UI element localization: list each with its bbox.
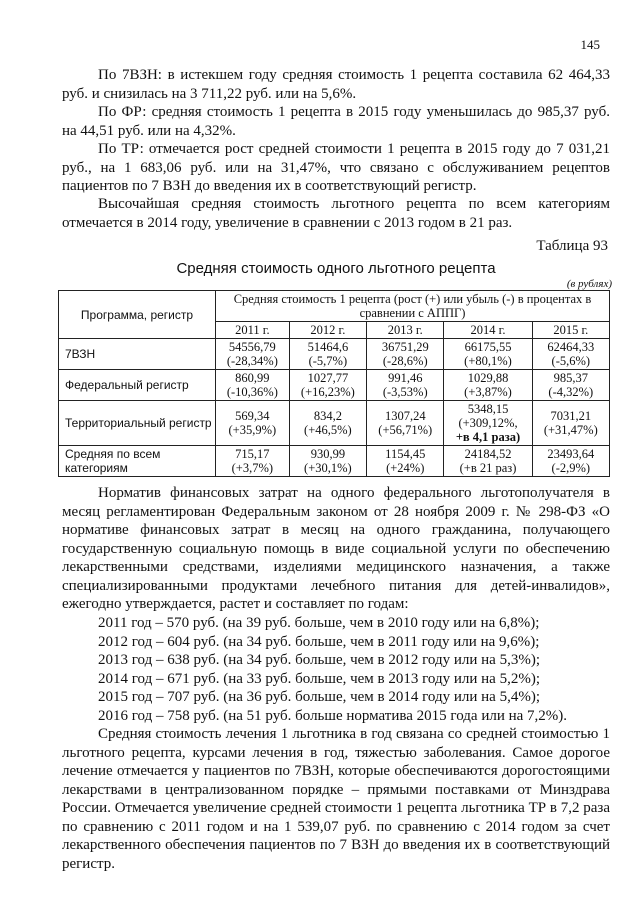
paragraph-tr: По ТР: отмечается рост средней стоимости 1 рецепта в 2015 году до 7 031,21 руб., на 1 683,06 руб. или на 31,47%, что связано с обслуживанием рецептов пациентов по 7 ВЗН до введения их в соответствующий регистр.	[62, 141, 610, 194]
table-cell: 834,2 (+46,5%)	[289, 401, 366, 446]
table-cell: 1307,24 (+56,71%)	[367, 401, 444, 446]
table-cell: 51464,6 (-5,7%)	[289, 339, 366, 370]
list-item: 2015 год – 707 руб. (на 36 руб. больше, чем в 2014 году или на 5,4%);	[98, 689, 540, 705]
table-label: Таблица 93	[536, 238, 608, 254]
column-header-group: Средняя стоимость 1 рецепта (рост (+) или убыль (-) в процентах в сравнении с АППГ)	[216, 291, 610, 322]
table-row	[59, 339, 610, 370]
table-cell: 36751,29 (-28,6%)	[367, 339, 444, 370]
row-label: 7ВЗН	[59, 339, 216, 370]
table-cell: 569,34 (+35,9%)	[216, 401, 290, 446]
table-cell: 930,99 (+30,1%)	[289, 446, 366, 477]
paragraph-7vzn: По 7ВЗН: в истекшем году средняя стоимость 1 рецепта составила 62 464,33 руб. и снизилась на 3 711,22 руб. или на 5,6%.	[62, 67, 610, 102]
table-cell: 5348,15 (+309,12%, +в 4,1 раза)	[444, 401, 532, 446]
table-cell: 1029,88 (+3,87%)	[444, 370, 532, 401]
column-header-program: Программа, регистр	[59, 291, 216, 339]
paragraph-highest: Высочайшая средняя стоимость льготного рецепта по всем категориям отмечается в 2014 году, увеличение в сравнении с 2013 годом в 21 раз.	[62, 196, 610, 231]
table-title: Средняя стоимость одного льготного рецепта	[176, 260, 496, 277]
table-cell: 991,46 (-3,53%)	[367, 370, 444, 401]
year-header: 2012 г.	[289, 322, 366, 339]
table-cell: 24184,52 (+в 21 раз)	[444, 446, 532, 477]
row-label: Федеральный регистр	[59, 370, 216, 401]
year-header: 2011 г.	[216, 322, 290, 339]
year-header: 2015 г.	[532, 322, 609, 339]
list-item: 2013 год – 638 руб. (на 34 руб. больше, чем в 2012 году или на 5,3%);	[98, 652, 540, 668]
table-cell: 715,17 (+3,7%)	[216, 446, 290, 477]
list-item: 2012 год – 604 руб. (на 34 руб. больше, чем в 2011 году или на 9,6%);	[98, 633, 540, 650]
table-cell: 1027,77 (+16,23%)	[289, 370, 366, 401]
table-header-row	[59, 291, 610, 322]
year-header: 2013 г.	[367, 322, 444, 339]
list-item: 2011 год – 570 руб. (на 39 руб. больше, чем в 2010 году или на 6,8%);	[98, 615, 540, 631]
row-label: Территориальный регистр	[59, 401, 216, 446]
table-cell: 7031,21 (+31,47%)	[532, 401, 609, 446]
table-cell: 54556,79 (-28,34%)	[216, 339, 290, 370]
page-number: 145	[580, 37, 600, 52]
table-cell: 23493,64 (-2,9%)	[532, 446, 609, 477]
year-header: 2014 г.	[444, 322, 532, 339]
list-item: 2014 год – 671 руб. (на 33 руб. больше, чем в 2013 году или на 5,2%);	[98, 670, 540, 687]
list-item: 2016 год – 758 руб. (на 51 руб. больше норматива 2015 года или на 7,2%).	[98, 707, 568, 724]
table-row	[59, 401, 610, 446]
norm-list	[98, 614, 567, 725]
table-cell: 66175,55 (+80,1%)	[444, 339, 532, 370]
row-label: Средняя по всем категориям	[59, 446, 216, 477]
paragraph-fr: По ФР: средняя стоимость 1 рецепта в 2015 году уменьшилась до 985,37 руб. на 44,51 руб. или на 4,32%.	[62, 104, 610, 139]
table-unit: (в рублях)	[566, 278, 612, 290]
cost-table	[58, 290, 610, 477]
table-row	[59, 446, 610, 477]
paragraph-norm: Норматив финансовых затрат на одного федерального льготополучателя в месяц регламентирован Федеральным законом от 28 ноября 2009 г. № 298-ФЗ «О нормативе финансовых затрат в месяц на одного гражданина, получающего государственную социальную помощь в виде социальной услуги по обеспечению лекарственными средствами, изделиями медицинского назначения, а также специализированными продуктами лечебного питания для детей-инвалидов», ежегодно утверждается, растет и составляет по годам:	[62, 485, 610, 612]
table-cell: 1154,45 (+24%)	[367, 446, 444, 477]
table-cell: 985,37 (-4,32%)	[532, 370, 609, 401]
table-row	[59, 370, 610, 401]
paragraph-final: Средняя стоимость лечения 1 льготника в год связана со средней стоимостью 1 льготного рецепта, курсами лечения в год, тяжестью заболевания. Самое дорогое лечение отмечается у пациентов по 7ВЗН, которые обеспечиваются дорогостоящими лекарствами в централизованном порядке – прямыми поставками от Минздрава России. Отмечается увеличение средней стоимости 1 рецепта льготника ТР в 7,2 раза по сравнению с 2011 годом и на 1 539,07 руб. по сравнению с 2014 годом за счет лекарственного обеспечения пациентов по 7 ВЗН до введения их в соответствующий регистр.	[62, 726, 610, 872]
table-cell: 62464,33 (-5,6%)	[532, 339, 609, 370]
table-cell: 860,99 (-10,36%)	[216, 370, 290, 401]
